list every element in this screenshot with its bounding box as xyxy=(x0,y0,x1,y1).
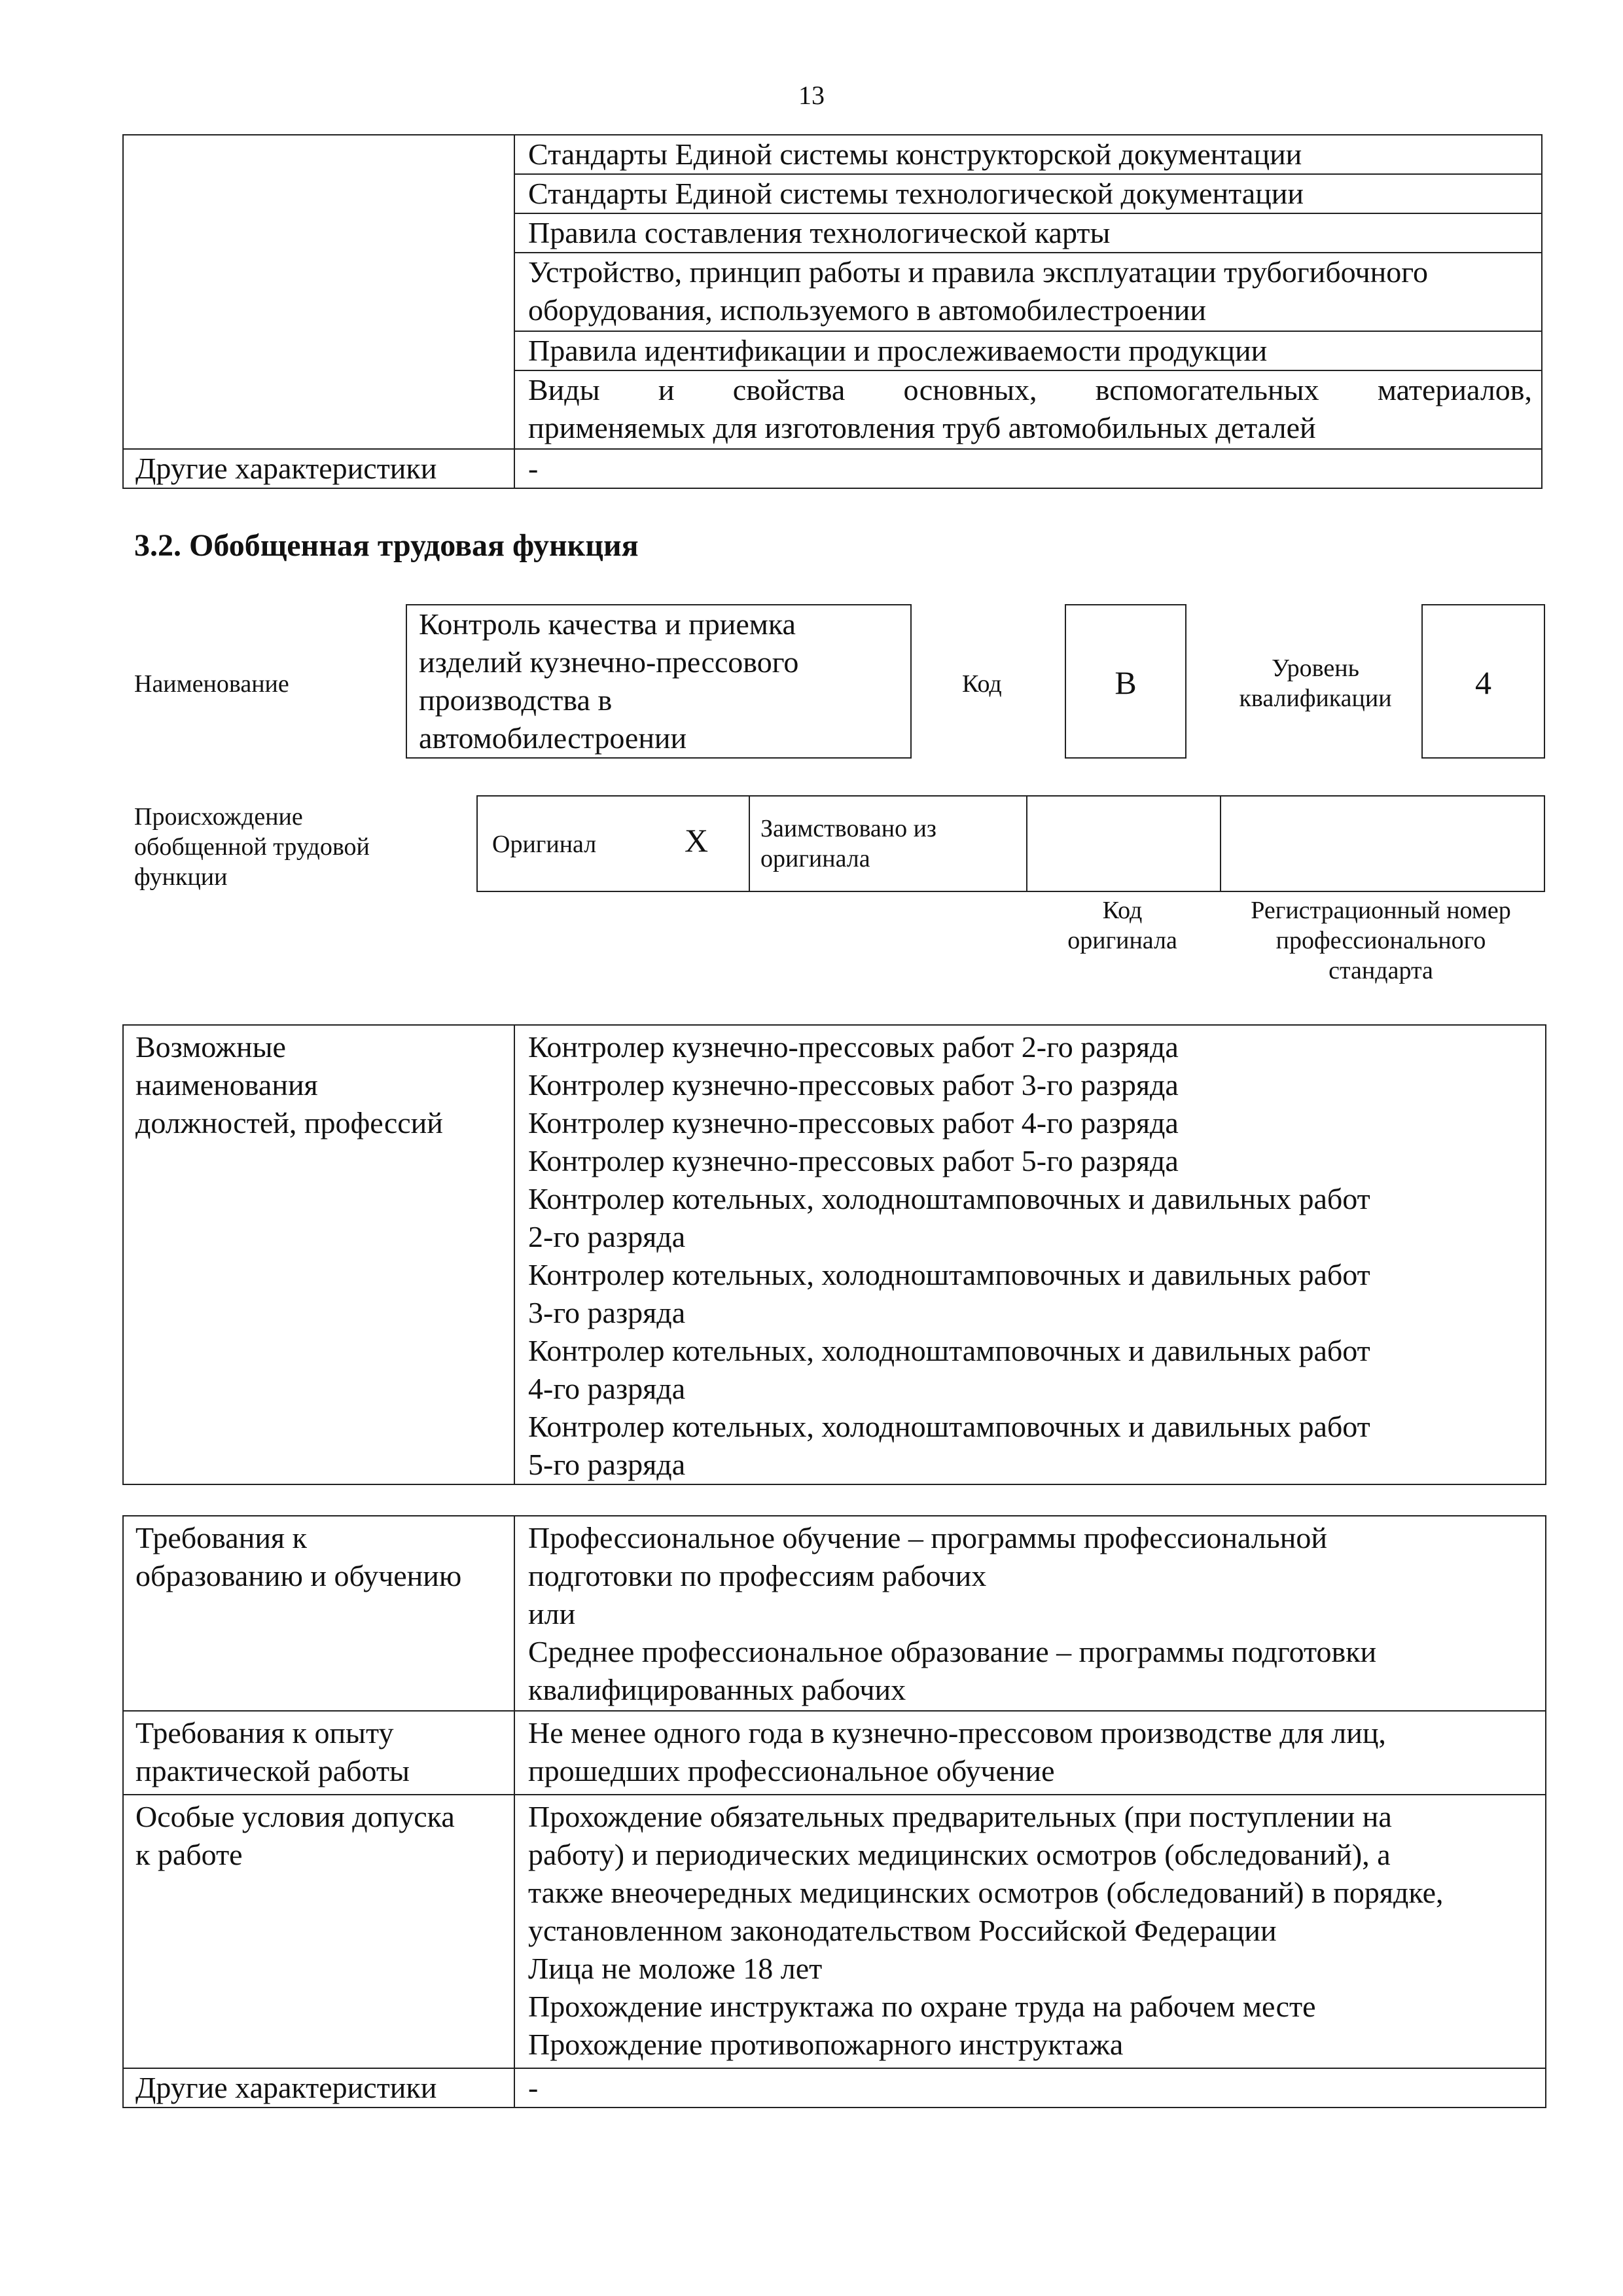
knowledge-table xyxy=(122,134,1543,489)
conditions-label: к работе xyxy=(135,1838,243,1871)
experience-label: Требования к опыту xyxy=(135,1716,394,1749)
origin-table xyxy=(476,795,1545,892)
education-value: или xyxy=(528,1597,576,1630)
requirements-table xyxy=(122,1515,1546,2108)
other-characteristics-label: Другие характеристики xyxy=(135,2071,437,2104)
position-item: 2-го разряда xyxy=(528,1220,686,1253)
origin-divider xyxy=(1026,797,1027,891)
code-value: B xyxy=(1115,664,1137,701)
knowledge-item: Устройство, принцип работы и правила эксплуатации трубогибочного xyxy=(528,255,1428,289)
conditions-value: Прохождение инструктажа по охране труда на рабочем месте xyxy=(528,1990,1316,2023)
position-item: Контролер котельных, холодноштамповочных и давильных работ xyxy=(528,1334,1370,1367)
experience-label: практической работы xyxy=(135,1754,410,1787)
education-label: Требования к xyxy=(135,1521,307,1554)
experience-value: Не менее одного года в кузнечно-прессовом производстве для лиц, xyxy=(528,1716,1386,1749)
position-item: Контролер котельных, холодноштамповочных и давильных работ xyxy=(528,1258,1370,1291)
code-value-box xyxy=(1065,604,1186,759)
other-characteristics-value: - xyxy=(528,452,539,485)
position-item: 3-го разряда xyxy=(528,1296,686,1329)
code-label: Код xyxy=(962,670,1002,698)
conditions-value: работу) и периодических медицинских осмотров (обследований), а xyxy=(528,1838,1391,1871)
position-item: Контролер кузнечно-прессовых работ 2-го разряда xyxy=(528,1030,1179,1064)
function-name-line: Контроль качества и приемка xyxy=(419,607,796,641)
registration-number-caption: Регистрационный номер профессионального стандарта xyxy=(1251,897,1511,984)
position-item: Контролер котельных, холодноштамповочных и давильных работ xyxy=(528,1182,1370,1215)
knowledge-item: оборудования, используемого в автомобилестроении xyxy=(528,293,1206,327)
position-item: Контролер котельных, холодноштамповочных и давильных работ xyxy=(528,1410,1370,1443)
function-name-line: производства в xyxy=(419,683,613,717)
conditions-label: Особые условия допуска xyxy=(135,1800,455,1833)
function-name-line: автомобилестроении xyxy=(419,721,687,755)
code-original-caption: Код оригинала xyxy=(1067,897,1177,954)
section-title: 3.2. Обобщенная трудовая функция xyxy=(134,528,639,563)
knowledge-item: Виды и свойства основных, вспомогательных материалов, xyxy=(528,373,1532,406)
conditions-value: Лица не моложе 18 лет xyxy=(528,1952,823,1985)
position-item: 4-го разряда xyxy=(528,1372,686,1405)
education-value: Профессиональное обучение – программы профессиональной xyxy=(528,1521,1327,1554)
qualification-level-value: 4 xyxy=(1475,664,1491,701)
knowledge-item: применяемых для изготовления труб автомобильных деталей xyxy=(528,411,1316,444)
conditions-value: Прохождение обязательных предварительных (при поступлении на xyxy=(528,1800,1392,1833)
positions-label: наименования xyxy=(135,1068,318,1102)
conditions-value: установленном законодательством Российской Федерации xyxy=(528,1914,1277,1947)
position-item: Контролер кузнечно-прессовых работ 4-го разряда xyxy=(528,1106,1179,1139)
experience-value: прошедших профессиональное обучение xyxy=(528,1754,1055,1787)
knowledge-item: Стандарты Единой системы конструкторской документации xyxy=(528,137,1302,171)
borrowed-label: Заимствовано из оригинала xyxy=(760,815,936,872)
positions-table xyxy=(122,1024,1546,1485)
name-label: Наименование xyxy=(134,670,289,698)
origin-divider xyxy=(1220,797,1221,891)
positions-label: Возможные xyxy=(135,1030,286,1064)
function-name-line: изделий кузнечно-прессового xyxy=(419,645,799,679)
other-characteristics-label: Другие характеристики xyxy=(135,452,437,485)
position-item: 5-го разряда xyxy=(528,1448,686,1481)
positions-label: должностей, профессий xyxy=(135,1106,443,1139)
education-value: квалифицированных рабочих xyxy=(528,1673,906,1706)
knowledge-label-cell xyxy=(123,135,514,449)
other-characteristics-value: - xyxy=(528,2071,539,2104)
qualification-level-label: Уровень квалификации xyxy=(1239,655,1392,712)
education-value: подготовки по профессиям рабочих xyxy=(528,1559,987,1592)
origin-divider xyxy=(749,797,750,891)
function-name-box xyxy=(406,604,912,759)
conditions-value: Прохождение противопожарного инструктажа xyxy=(528,2028,1124,2061)
original-label: Оригинал xyxy=(492,831,597,858)
origin-label: Происхождение обобщенной трудовой функции xyxy=(134,803,370,891)
position-item: Контролер кузнечно-прессовых работ 5-го разряда xyxy=(528,1144,1179,1177)
education-label: образованию и обучению xyxy=(135,1559,462,1592)
conditions-value: также внеочередных медицинских осмотров (обследований) в порядке, xyxy=(528,1876,1444,1909)
qualification-level-box xyxy=(1421,604,1545,759)
page-number: 13 xyxy=(798,81,825,110)
knowledge-item: Стандарты Единой системы технологической документации xyxy=(528,177,1304,210)
position-item: Контролер кузнечно-прессовых работ 3-го разряда xyxy=(528,1068,1179,1102)
knowledge-item: Правила идентификации и прослеживаемости продукции xyxy=(528,334,1268,367)
education-value: Среднее профессиональное образование – программы подготовки xyxy=(528,1635,1377,1668)
original-mark: X xyxy=(685,822,709,859)
knowledge-item: Правила составления технологической карты xyxy=(528,216,1111,249)
